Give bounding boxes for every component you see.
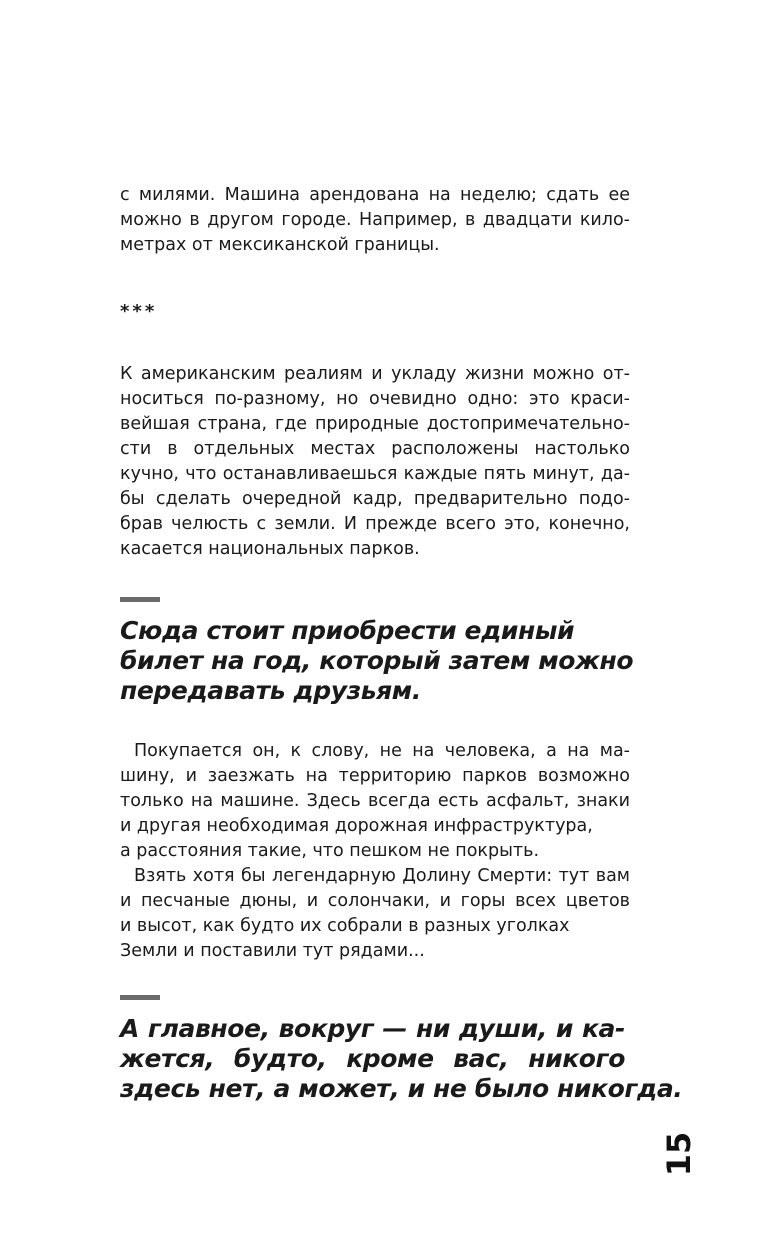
section-separator: ***	[120, 301, 158, 322]
paragraph-rental	[120, 183, 630, 258]
text-line: и песчаные дюны, и солончаки, и горы всех цветов	[120, 891, 630, 911]
paragraph-death-valley	[120, 864, 630, 964]
text-line: шину, и заезжать на территорию парков возможно	[120, 766, 630, 786]
text-line: сти в отдельных местах расположены настолько	[120, 439, 630, 459]
text-line: касается национальных парков.	[120, 539, 420, 559]
pullquote-line: А главное, вокруг — ни души, и ка-	[120, 1014, 625, 1043]
pullquote-ticket	[120, 616, 640, 706]
pullquote-dash	[120, 597, 160, 602]
pullquote-line: Сюда стоит приобрести единый	[120, 616, 575, 645]
text-line: кучно, что останавливаешься каждые пять минут, да-	[120, 464, 630, 484]
text-line: бы сделать очередной кадр, предварительно подо-	[120, 489, 630, 509]
page-number: 15	[660, 1131, 698, 1177]
text-line: Земли и поставили тут рядами...	[120, 941, 425, 961]
text-line: а расстояния такие, что пешком не покрыть.	[120, 841, 540, 861]
text-line: только на машине. Здесь всегда есть асфальт, знаки	[120, 791, 630, 811]
paragraph-american-realities	[120, 362, 630, 562]
text-line: К американским реалиям и укладу жизни можно от-	[120, 364, 630, 384]
text-line: брав челюсть с земли. И прежде всего это, конечно,	[120, 514, 630, 534]
pullquote-line: жется, будто, кроме вас, никого	[120, 1044, 625, 1073]
pullquote-line: передавать друзьям.	[120, 676, 421, 705]
text-line: можно в другом городе. Например, в двадцати кило-	[120, 210, 630, 230]
text-line: и другая необходимая дорожная инфраструктура,	[120, 816, 593, 836]
text-line: с милями. Машина арендована на неделю; сдать ее	[120, 185, 630, 205]
pullquote-line: здесь нет, а может, и не было никогда.	[120, 1074, 683, 1103]
text-line: вейшая страна, где природные достопримечательно-	[120, 414, 630, 434]
text-line: метрах от мексиканской границы.	[120, 235, 440, 255]
text-line: и высот, как будто их собрали в разных уголках	[120, 916, 570, 936]
pullquote-line: билет на год, который затем можно	[120, 646, 634, 675]
text-line: Взять хотя бы легендарную Долину Смерти: тут вам	[134, 866, 630, 886]
paragraph-ticket-details	[120, 739, 630, 864]
text-line: носиться по-разному, но очевидно одно: это краси-	[120, 389, 630, 409]
pullquote-solitude	[120, 1014, 683, 1104]
pullquote-dash	[120, 995, 160, 1000]
text-line: Покупается он, к слову, не на человека, а на ма-	[134, 741, 630, 761]
